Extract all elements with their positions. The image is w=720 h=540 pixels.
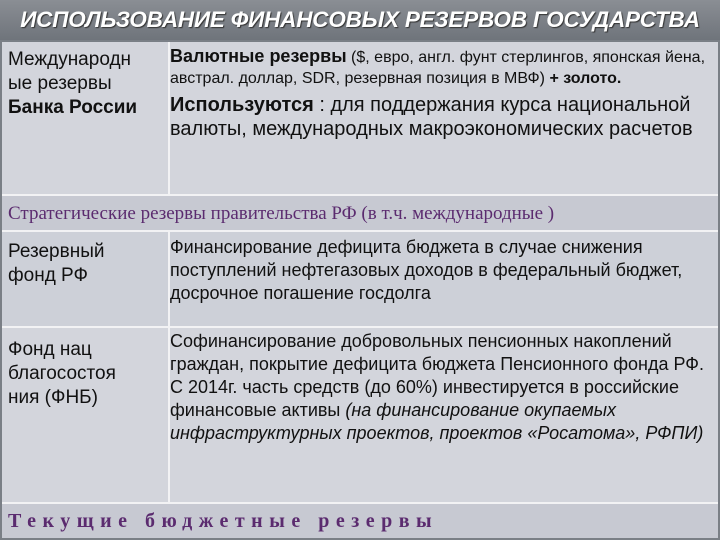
nwf-italic-note: (на финансирование окупаемых инфраструктурных проектов, проектов «Росатома», РФПИ) — [170, 400, 704, 443]
label-line: Фонд нац — [8, 339, 92, 360]
currency-reserves-text — [170, 46, 714, 89]
table-row-national-wealth-fund — [2, 328, 718, 504]
row-desc-national-wealth-fund — [170, 330, 714, 445]
table-row-strategic-reserves — [2, 196, 718, 232]
nwf-text: Софинансирование добровольных пенсионных накоплений граждан, покрытие дефицита бюджета Пенсионного фонда РФ. С 2014г. часть средств (до 60%) инвестируется в российские финансовые активы — [170, 331, 704, 420]
label-line: ния (ФНБ) — [8, 387, 98, 408]
currency-reserves-heading: Валютные резервы — [170, 46, 347, 66]
label-line: фонд РФ — [8, 265, 88, 286]
usage-heading: Используются — [170, 94, 314, 116]
currency-list: ($, евро, англ. фунт стерлингов, японская йена, австрал. доллар, SDR, резервная позиция в МВФ) — [170, 49, 706, 87]
label-line: Резервный — [8, 241, 105, 262]
row-label-international-reserves — [8, 48, 166, 120]
strategic-reserves-heading: Стратегические резервы правительства РФ (в т.ч. международные ) — [8, 203, 555, 224]
row-label-reserve-fund — [8, 240, 166, 288]
label-line: Банка России — [8, 97, 138, 118]
row-label-national-wealth-fund — [8, 338, 166, 410]
row-desc-international-reserves — [170, 42, 714, 141]
row-desc-reserve-fund: Финансирование дефицита бюджета в случае снижения поступлений нефтегазовых доходов в федеральный бюджет, досрочное погашение госдолга — [170, 237, 683, 303]
label-line: Международн — [8, 49, 132, 70]
label-line: благосостоя — [8, 363, 116, 384]
slide-title: ИСПОЛЬЗОВАНИЕ ФИНАНСОВЫХ РЕЗЕРВОВ ГОСУДАРСТВА — [0, 0, 720, 40]
table-row-current-budget-reserves — [2, 504, 718, 538]
gold-text: + золото. — [549, 70, 622, 87]
column-divider — [168, 232, 170, 504]
table-row-international-reserves — [2, 42, 718, 196]
table-row-reserve-fund — [2, 232, 718, 328]
usage-text — [170, 93, 714, 141]
reserves-table — [2, 42, 718, 538]
usage-description: : для поддержания курса национальной валюты, международных макроэкономических расчетов — [170, 94, 693, 140]
current-budget-reserves-heading: Текущие бюджетные резервы — [8, 510, 439, 532]
column-divider — [168, 42, 170, 196]
label-line: ые резервы — [8, 73, 112, 94]
